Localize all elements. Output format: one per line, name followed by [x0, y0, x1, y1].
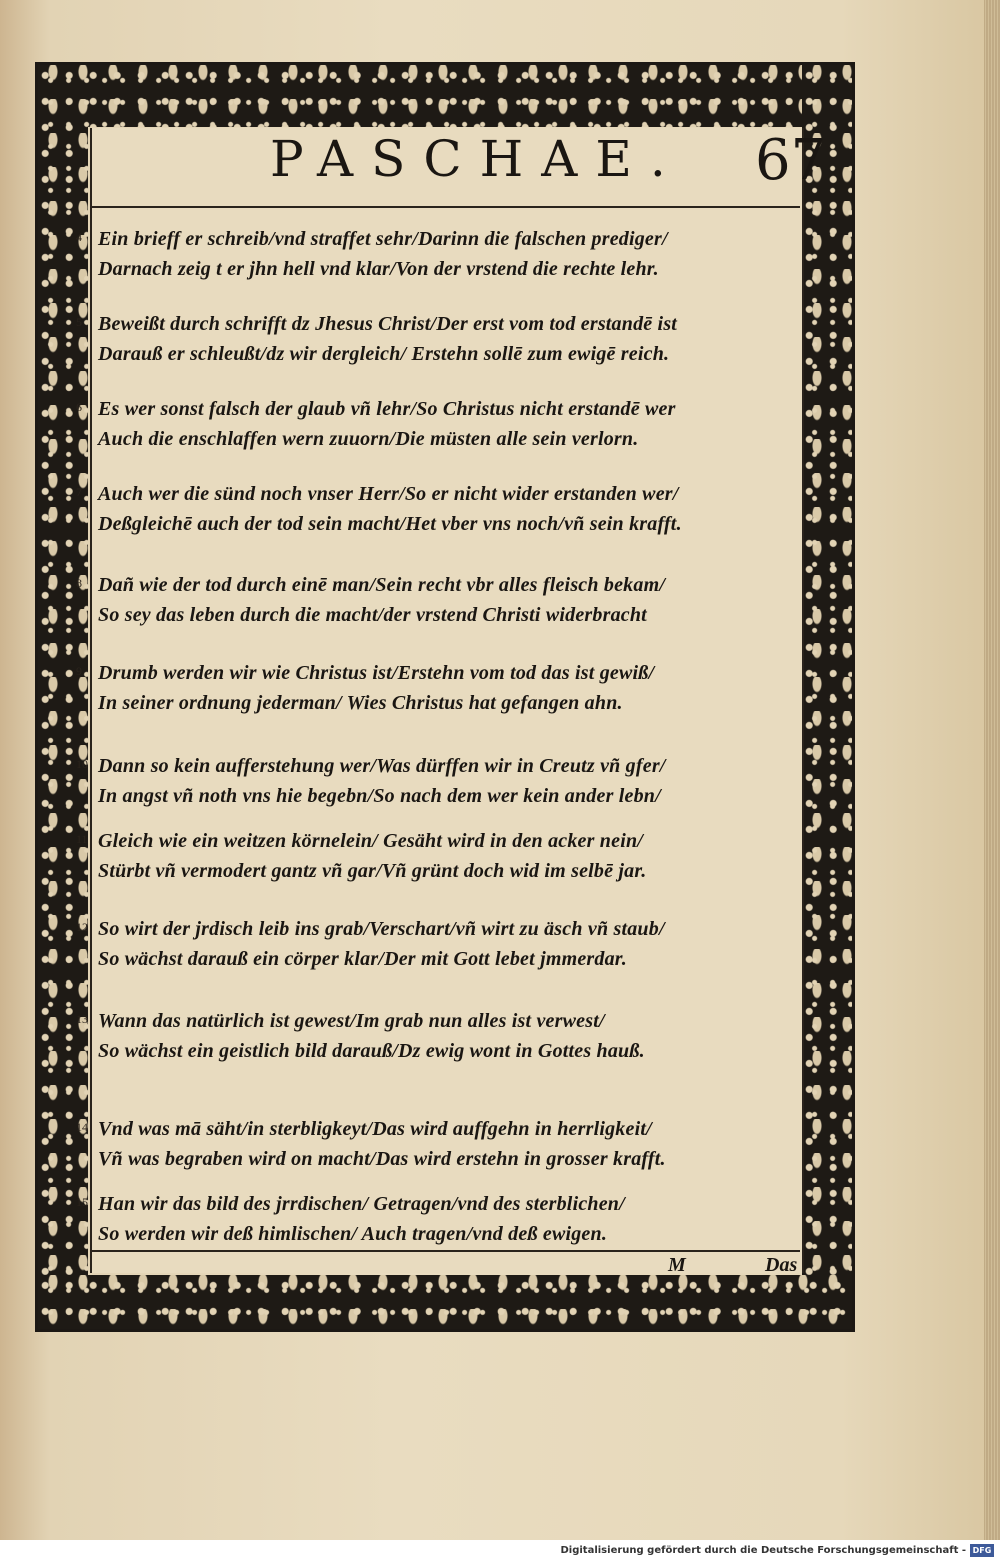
- stanza-number: 6: [76, 400, 82, 414]
- page-number: 67: [755, 128, 827, 193]
- verse-line: So wirt der jrdisch leib ins grab/Verschart/vñ wirt zu äsch vñ staub/: [98, 918, 665, 940]
- footer-rule: [92, 1250, 800, 1252]
- verse-line: Beweißt durch schrifft dz Jhesus Christ/Der erst vom tod erstandē ist: [98, 313, 678, 335]
- stanza-number: 10: [76, 757, 88, 771]
- verse-line: Han wir das bild des jrrdischen/ Getragen/vnd des sterblichen/: [98, 1193, 625, 1215]
- verse-line: Auch wer die sünd noch vnser Herr/So er nicht wider erstanden wer/: [98, 483, 679, 505]
- verse-line: So wächst darauß ein cörper klar/Der mit Gott lebet jmmerdar.: [98, 948, 627, 970]
- stanza-number: 11: [76, 832, 88, 846]
- running-head: PASCHAE.: [270, 130, 684, 188]
- verse-line: Stürbt vñ vermodert gantz vñ gar/Vñ grünt doch wid im selbē jar.: [98, 860, 647, 882]
- funding-notice: Digitalisierung gefördert durch die Deutsche Forschungsgemeinschaft -: [560, 1545, 966, 1556]
- stanza-number: 8: [76, 576, 82, 590]
- stanza-number: 12: [76, 920, 88, 934]
- stanza-number: 9: [76, 664, 82, 678]
- verse-line: Dañ wie der tod durch einē man/Sein recht vbr alles fleisch bekam/: [98, 574, 666, 596]
- verse-line: Es wer sonst falsch der glaub vñ lehr/So Christus nicht erstandē wer: [98, 398, 676, 420]
- stanza-number: 15: [76, 1195, 88, 1209]
- dfg-logo: DFG: [970, 1544, 994, 1557]
- verse-line: Wann das natürlich ist gewest/Im grab nun alles ist verwest/: [98, 1010, 605, 1032]
- verse-line: Dann so kein aufferstehung wer/Was dürffen wir in Creutz vñ gfer/: [98, 755, 666, 777]
- stanza-number: 4: [76, 230, 82, 244]
- verse-line: Deßgleichē auch der tod sein macht/Het vber vns noch/vñ sein krafft.: [98, 513, 682, 535]
- verse-line: So wächst ein geistlich bild darauß/Dz ewig wont in Gottes hauß.: [98, 1040, 645, 1062]
- stanza-number: 13: [76, 1012, 88, 1026]
- verse-line: Vnd was mā säht/in sterbligkeyt/Das wird auffgehn in herrligkeit/: [98, 1118, 652, 1140]
- verse-line: Drumb werden wir wie Christus ist/Erstehn vom tod das ist gewiß/: [98, 662, 655, 684]
- verse-line: Vñ was begraben wird on macht/Das wird erstehn in grosser krafft.: [98, 1148, 666, 1170]
- stanza-number: 14: [76, 1120, 88, 1134]
- verse-line: In seiner ordnung jederman/ Wies Christus hat gefangen ahn.: [98, 692, 623, 714]
- verse-line: So sey das leben durch die macht/der vrstend Christi widerbracht: [98, 604, 647, 626]
- verse-line: So werden wir deß himlischen/ Auch tragen/vnd deß ewigen.: [98, 1223, 608, 1245]
- catchword: Das: [765, 1254, 798, 1276]
- verse-line: In angst vñ noth vns hie begebn/So nach dem wer kein ander lebn/: [98, 785, 661, 807]
- verse-line: Darnach zeig t er jhn hell vnd klar/Von der vrstend die rechte lehr.: [98, 258, 659, 280]
- signature-mark: M: [668, 1254, 686, 1276]
- stanza-number: 7: [76, 485, 82, 499]
- page-edge: [984, 0, 1000, 1550]
- verse-line: Auch die enschlaffen wern zuuorn/Die müsten alle sein verlorn.: [98, 428, 639, 450]
- verse-line: Gleich wie ein weitzen körnelein/ Gesäht wird in den acker nein/: [98, 830, 644, 852]
- stanza-number: 5: [76, 315, 82, 329]
- verse-line: Darauß er schleußt/dz wir dergleich/ Erstehn sollē zum ewigē reich.: [98, 343, 670, 365]
- verse-line: Ein brieff er schreib/vnd straffet sehr/Darinn die falschen prediger/: [98, 228, 668, 250]
- header-rule: [92, 206, 800, 208]
